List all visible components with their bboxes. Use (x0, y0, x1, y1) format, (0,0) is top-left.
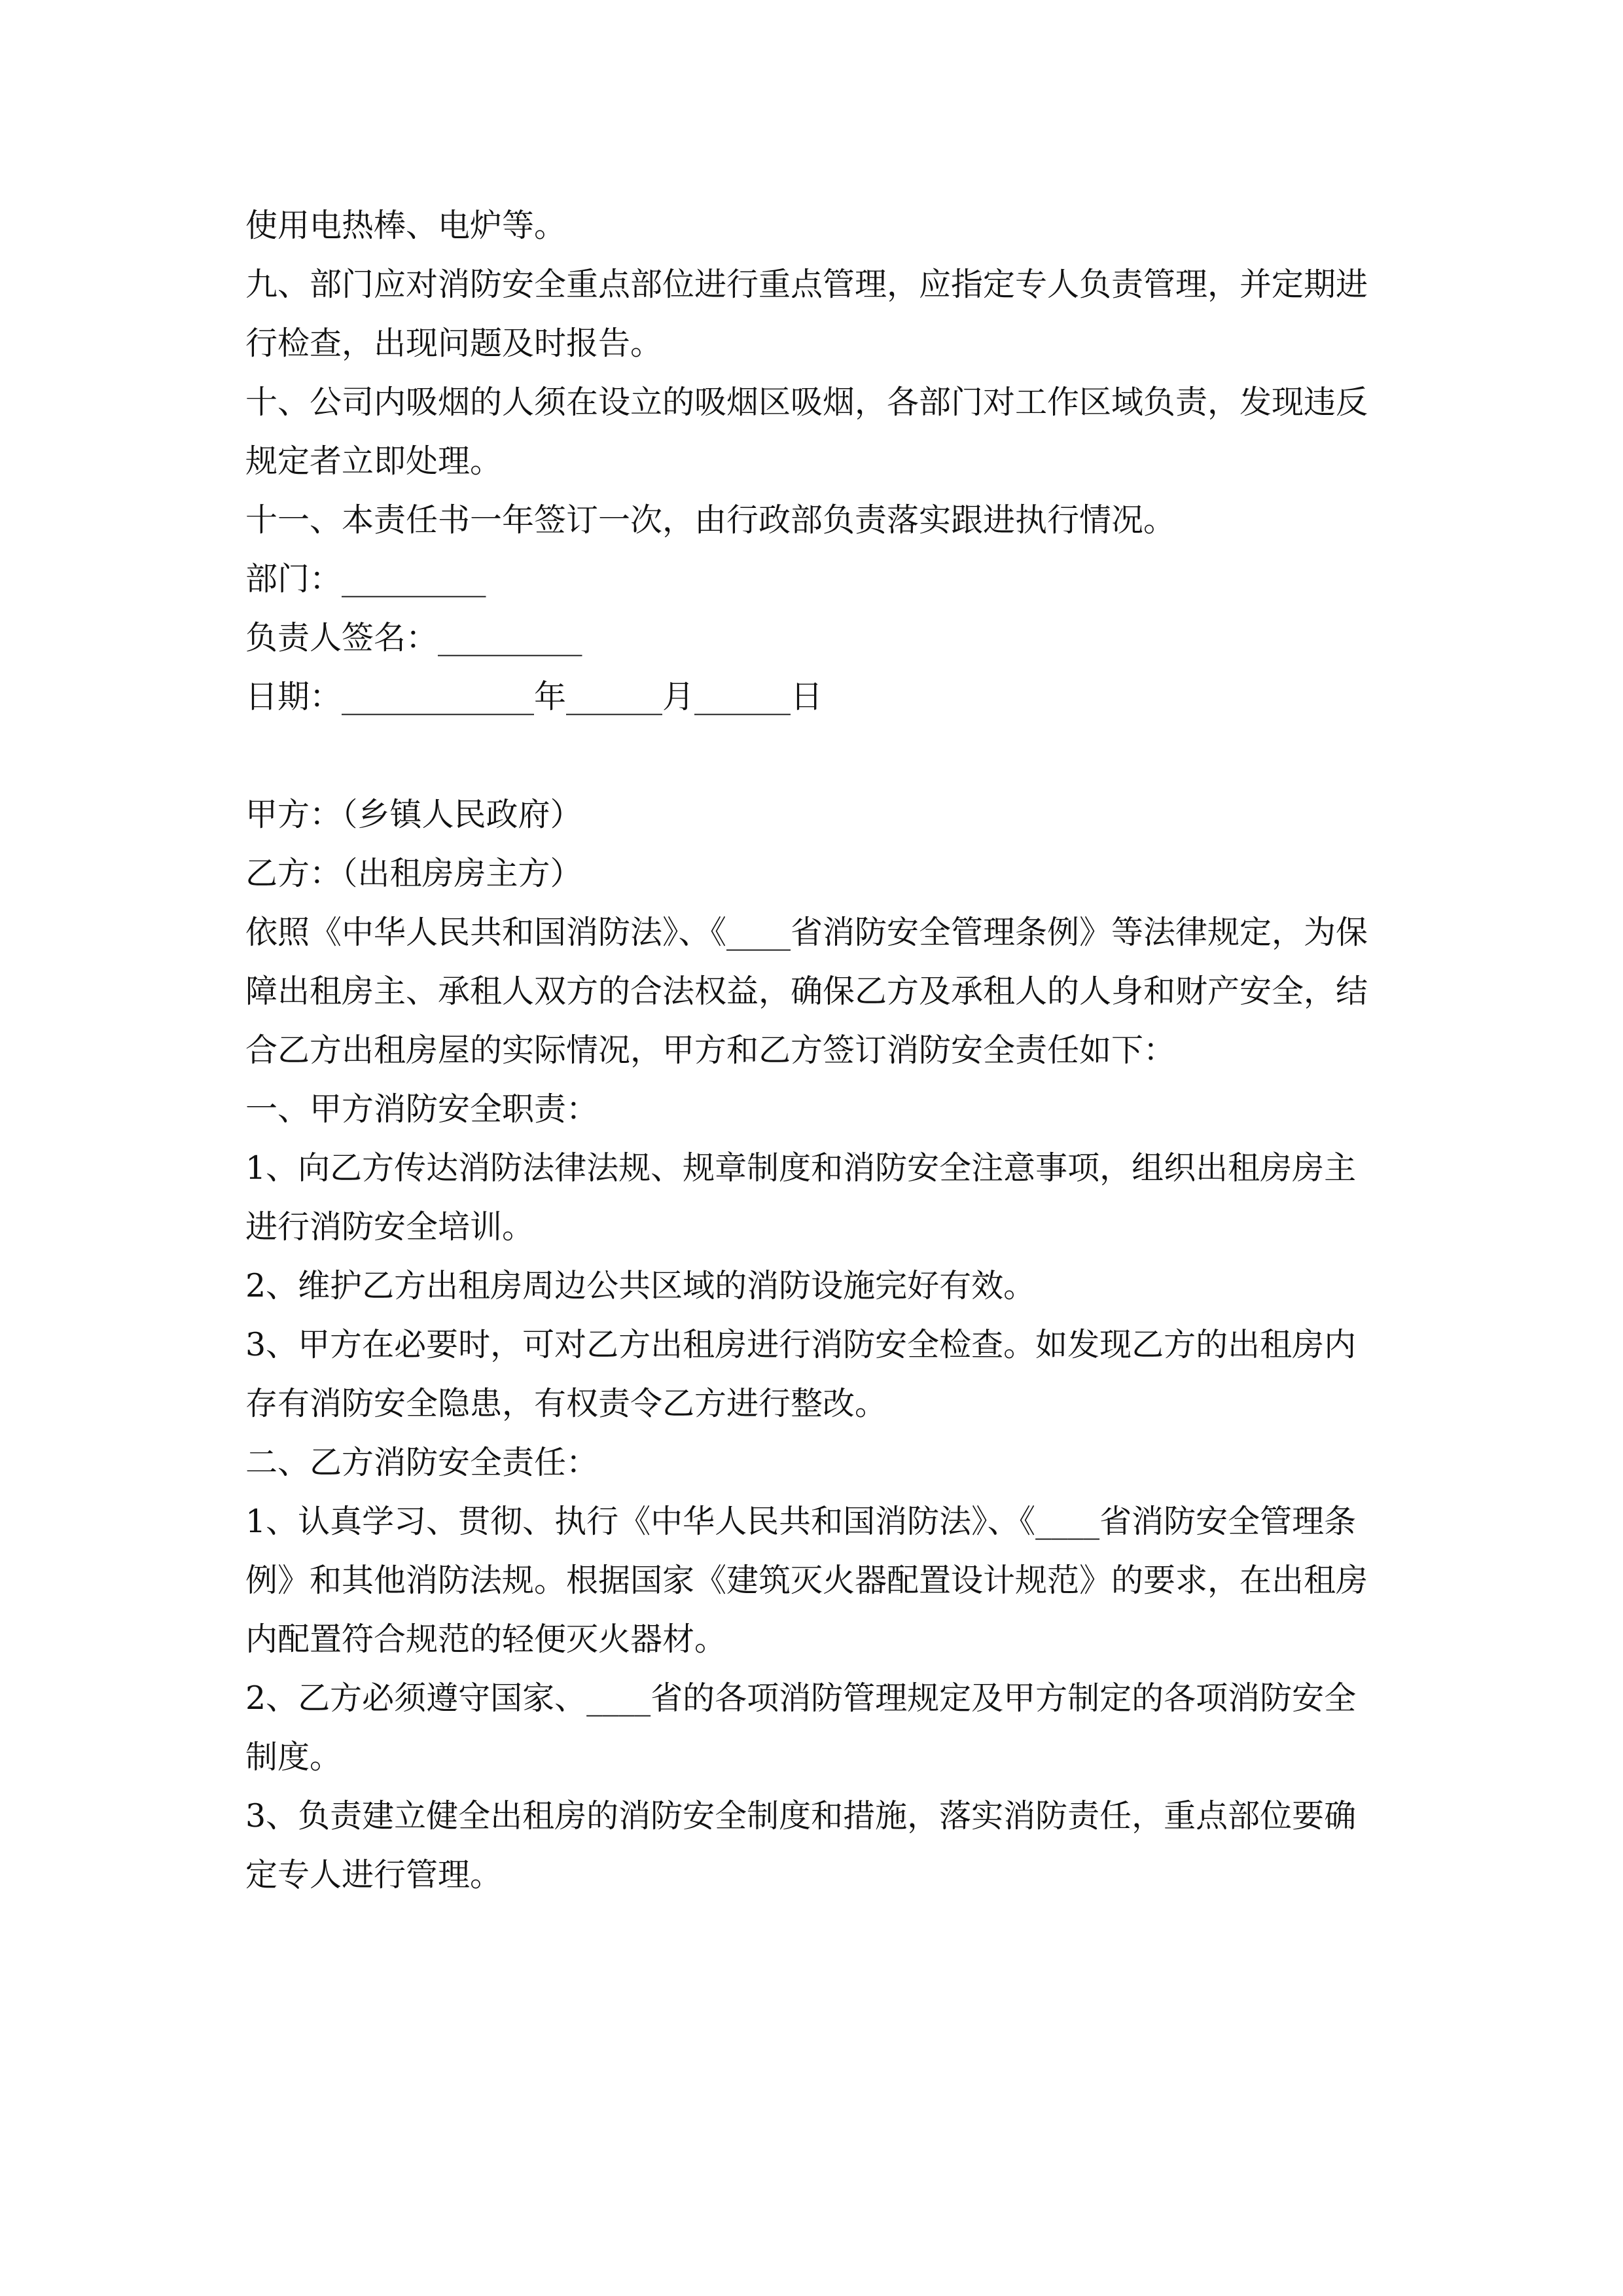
paragraph-item-9: 九、部门应对消防安全重点部位进行重点管理，应指定专人负责管理，并定期进行检查，出现问题及时报告。 (245, 266, 1368, 362)
party-a-duty-1: 1、向乙方传达消防法律法规、规章制度和消防安全注意事项，组织出租房房主进行消防安全培训。 (245, 1149, 1357, 1246)
preamble-paragraph: 依照《中华人民共和国消防法》、《____省消防安全管理条例》等法律规定，为保障出租房主、承租人双方的合法权益，确保乙方及承租人的人身和财产安全，结合乙方出租房屋的实际情况，甲方和乙方签订消防安全责任如下： (245, 914, 1368, 1069)
party-a-duty-3: 3、甲方在必要时，可对乙方出租房进行消防安全检查。如发现乙方的出租房内存有消防安全隐患，有权责令乙方进行整改。 (245, 1326, 1357, 1422)
party-b-line: 乙方：（出租房房主方） (245, 855, 582, 892)
heading-party-a-duties: 一、甲方消防安全职责： (245, 1090, 599, 1128)
department-field: 部门：_________ (245, 560, 486, 598)
party-b-duty-2: 2、乙方必须遵守国家、____省的各项消防管理规定及甲方制定的各项消防安全制度。 (245, 1679, 1357, 1776)
section-gap (245, 726, 1387, 785)
paragraph-item-11: 十一、本责任书一年签订一次，由行政部负责落实跟进执行情况。 (245, 501, 1176, 539)
party-b-duty-1: 1、认真学习、贯彻、执行《中华人民共和国消防法》、《____省消防安全管理条例》和其他消防法规。根据国家《建筑灭火器配置设计规范》的要求，在出租房内配置符合规范的轻便灭火器材。 (245, 1503, 1368, 1658)
paragraph-continuation: 使用电热棒、电炉等。 (245, 207, 567, 244)
signature-field: 负责人签名：_________ (245, 619, 582, 656)
paragraph-item-10: 十、公司内吸烟的人须在设立的吸烟区吸烟，各部门对工作区域负责，发现违反规定者立即处理。 (245, 384, 1368, 480)
document-page (245, 196, 1387, 1905)
party-b-duty-3: 3、负责建立健全出租房的消防安全制度和措施，落实消防责任，重点部位要确定专人进行管理。 (245, 1797, 1357, 1893)
heading-party-b-duties: 二、乙方消防安全责任： (245, 1444, 599, 1481)
party-a-duty-2: 2、维护乙方出租房周边公共区域的消防设施完好有效。 (245, 1267, 1036, 1304)
date-field: 日期：____________年______月______日 (245, 678, 823, 715)
party-a-line: 甲方：（乡镇人民政府） (245, 796, 582, 833)
